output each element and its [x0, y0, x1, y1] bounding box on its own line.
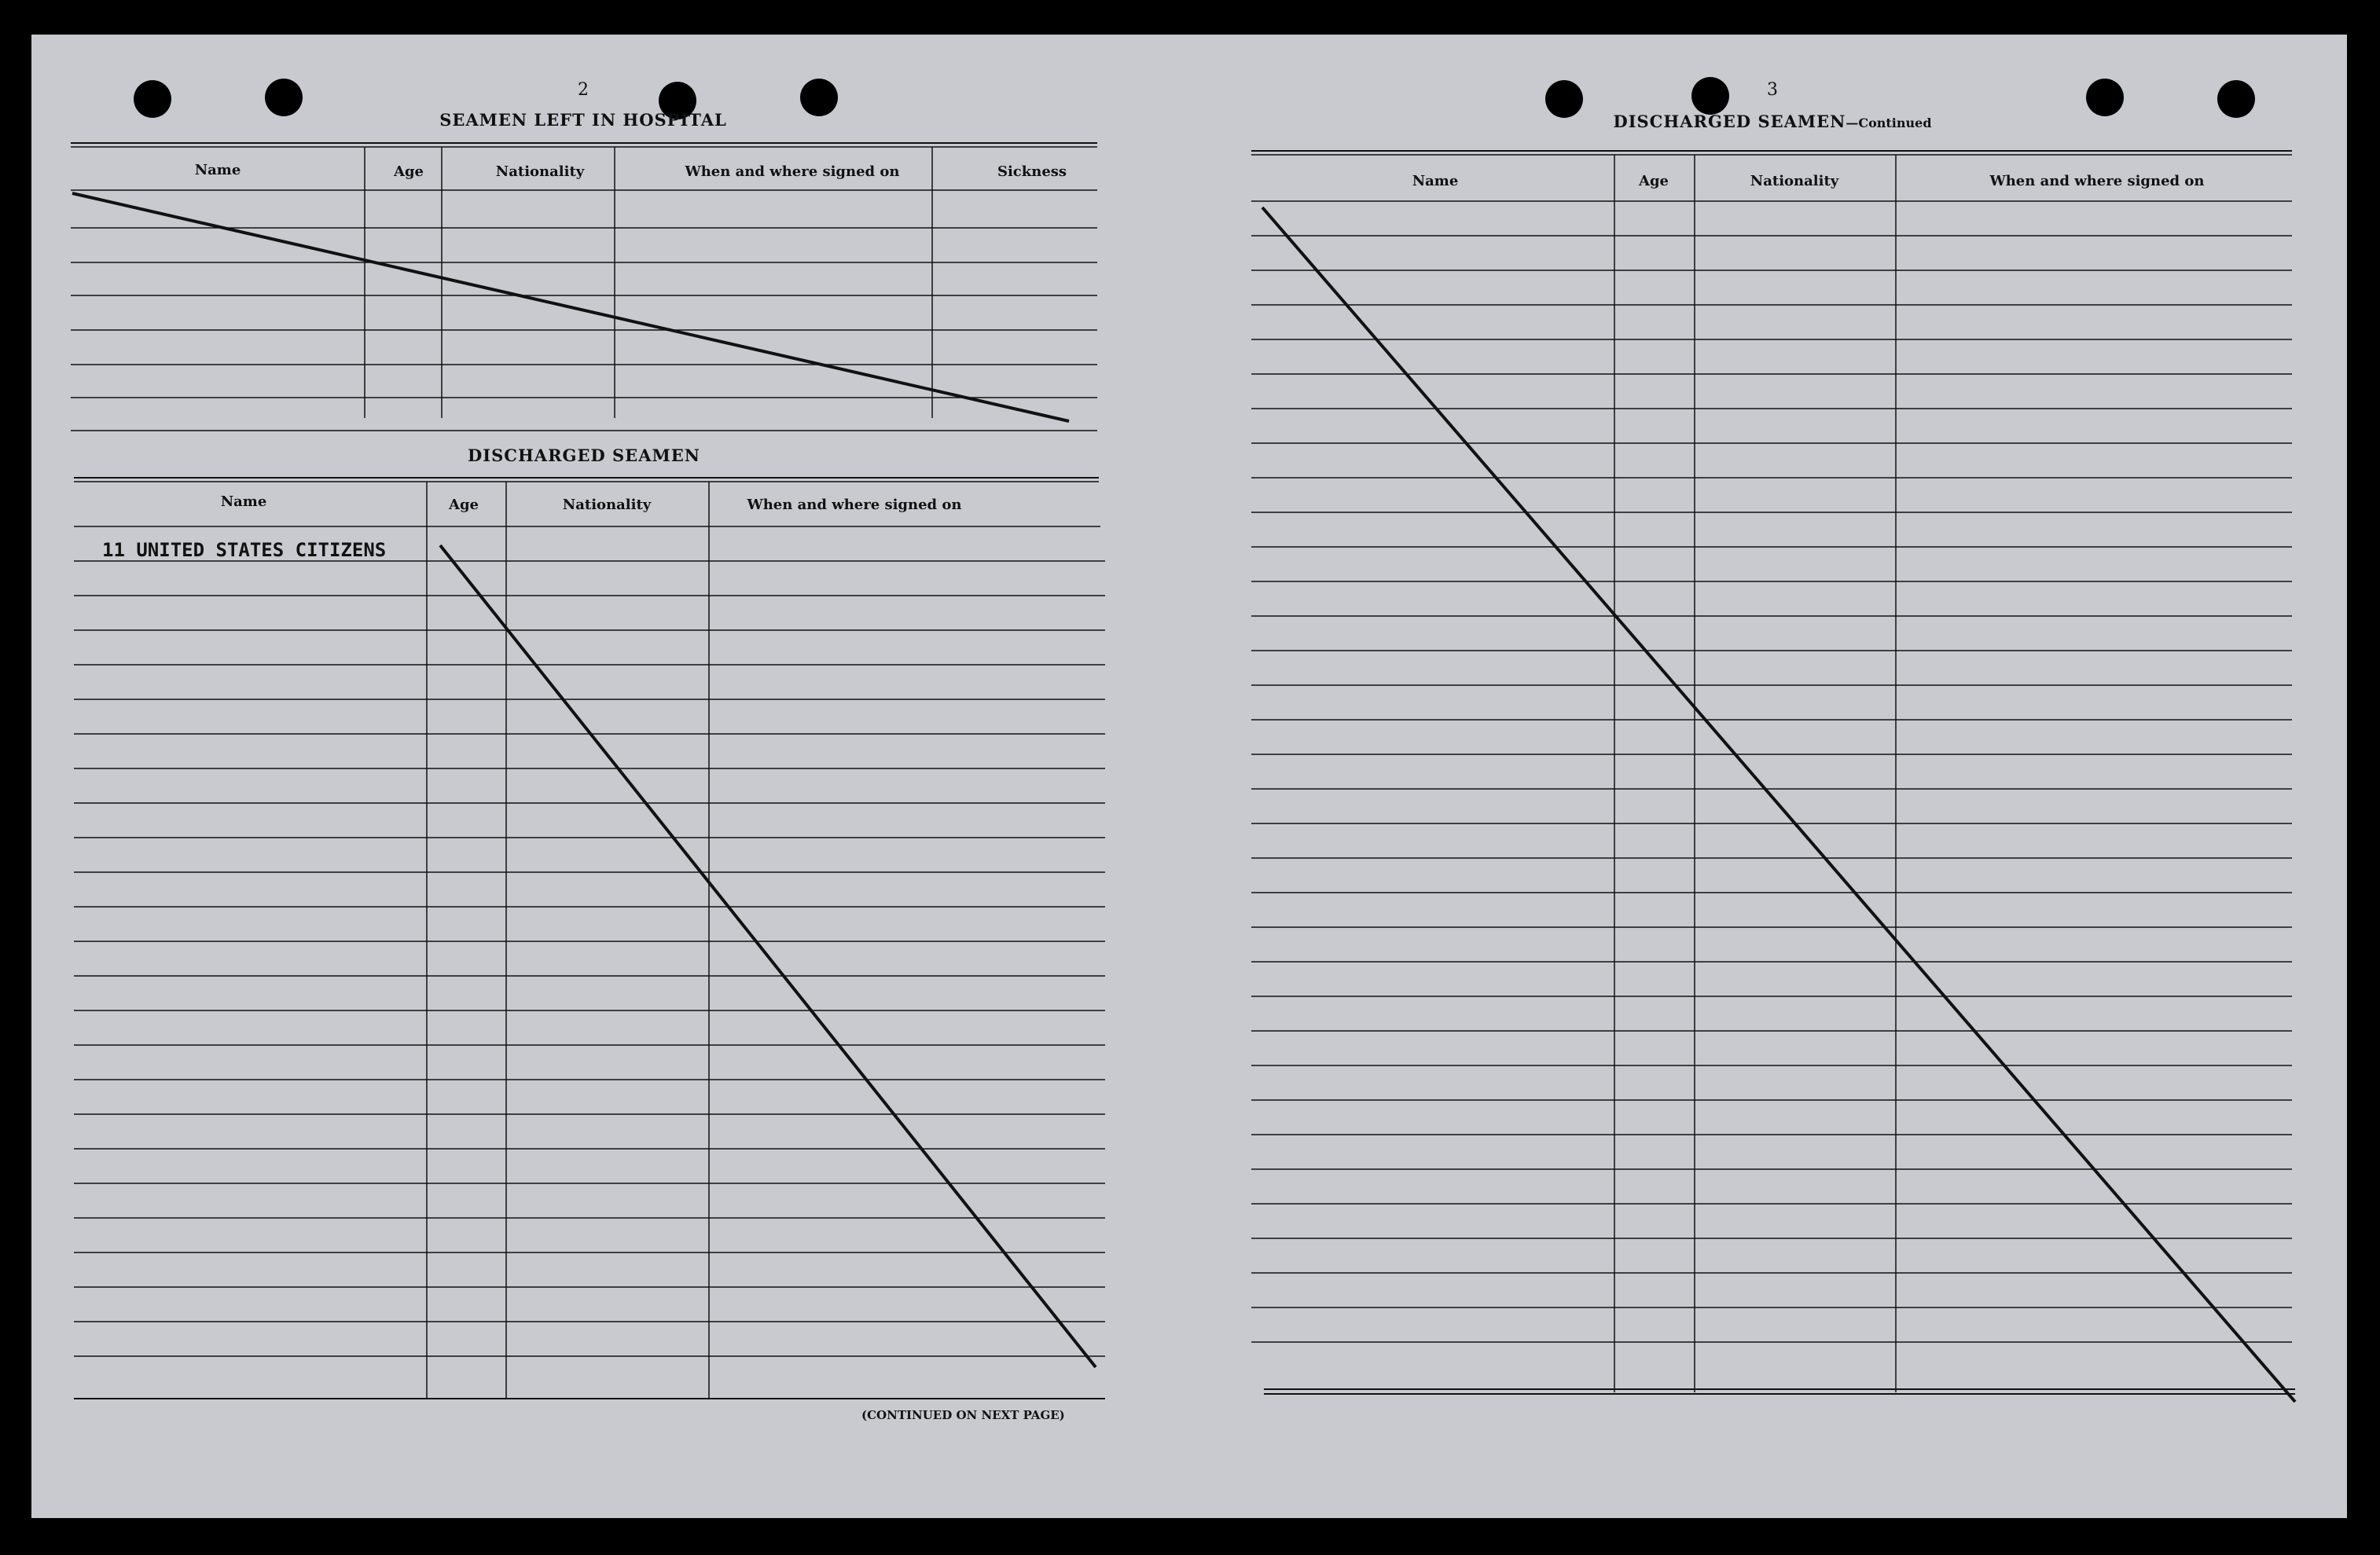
document-spread [31, 35, 2347, 1518]
cancellation-stroke [440, 545, 1096, 1367]
discharged-col-name: Name [220, 493, 267, 510]
hospital-section-title: SEAMEN LEFT IN HOSPITAL [439, 110, 727, 130]
right-col-age: Age [1638, 173, 1669, 189]
hospital-col-signed-on: When and where signed on [685, 163, 900, 180]
discharged-entry-name: 11 UNITED STATES CITIZENS [102, 539, 387, 561]
hospital-col-name: Name [194, 162, 241, 178]
hospital-col-sickness: Sickness [997, 163, 1067, 180]
discharged-col-signed-on: When and where signed on [747, 497, 962, 513]
right-col-signed-on: When and where signed on [1989, 173, 2205, 189]
right-col-nationality: Nationality [1750, 173, 1839, 189]
discharged-section-title: DISCHARGED SEAMEN [468, 446, 700, 465]
ruled-form-lines [31, 35, 2347, 1518]
right-page-number: 3 [1767, 80, 1778, 100]
cancellation-stroke [1262, 207, 2295, 1402]
right-col-name: Name [1412, 173, 1459, 189]
hospital-col-nationality: Nationality [495, 163, 585, 180]
right-page-title-text: DISCHARGED SEAMEN [1613, 112, 1846, 131]
discharged-col-nationality: Nationality [562, 497, 652, 513]
left-page-number: 2 [578, 80, 589, 100]
right-page-title-suffix: —Continued [1846, 116, 1932, 130]
hospital-col-age: Age [393, 163, 424, 180]
discharged-col-age: Age [448, 497, 479, 513]
continued-footer: (CONTINUED ON NEXT PAGE) [861, 1408, 1065, 1422]
